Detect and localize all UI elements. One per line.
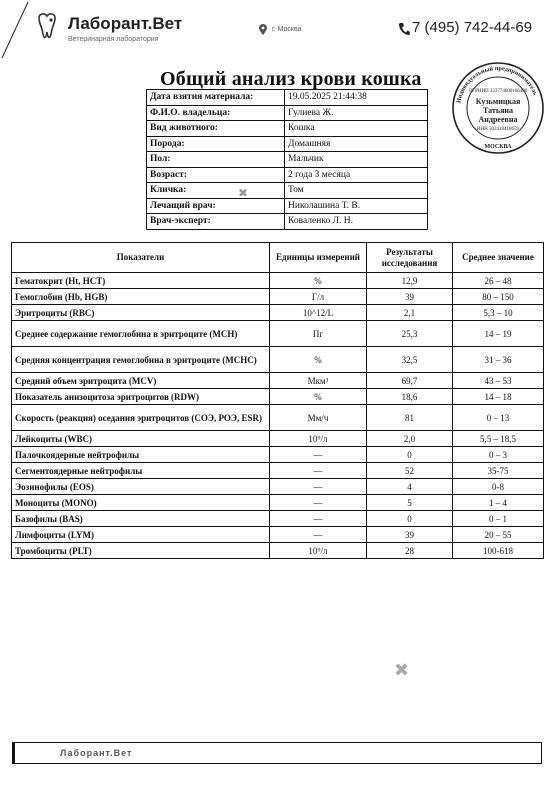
stamp-inn: ИНН 502418418659 [476,127,520,132]
parameter-name: Скорость (реакция) оседания эритроцитов (СОЭ, РОЭ, ESR) [12,405,270,431]
parameter-name: Лейкоциты (WBC) [12,431,270,447]
parameter-name: Показатель анизоцитоза эритроцитов (RDW) [12,389,270,405]
city-label: г. Москва [272,26,302,33]
info-label: Пол: [147,152,285,168]
parameter-unit: Мкм³ [270,373,367,389]
table-row [12,463,544,479]
parameter-reference: 35-75 [453,463,544,479]
table-row [12,389,544,405]
table-row [12,543,544,559]
table-row [12,373,544,389]
parameter-reference: 20 – 55 [453,527,544,543]
info-value: Мальчик [285,152,428,168]
parameter-unit: — [270,495,367,511]
parameter-result: 32,5 [367,347,453,373]
stamp-ring-text: Индивидуальный предприниматель [455,64,539,104]
blood-results-table [11,242,544,559]
info-row [147,121,428,137]
stamp-city: МОСКВА [484,144,512,150]
parameter-unit: 10^12/L [270,305,367,321]
brand-name: Лаборант.Вет [68,14,183,33]
parameter-reference: 80 – 150 [453,289,544,305]
parameter-result: 39 [367,289,453,305]
parameter-reference: 5,3 – 10 [453,305,544,321]
parameter-reference: 100-618 [453,543,544,559]
brand-subtitle: Ветеринарная лаборатория [68,36,159,43]
info-label: Врач-эксперт: [147,214,285,230]
parameter-unit: — [270,463,367,479]
parameter-reference: 43 – 53 [453,373,544,389]
parameter-name: Лимфоциты (LYM) [12,527,270,543]
parameter-unit: Мм/ч [270,405,367,431]
header-result: Результаты исследования [367,243,453,273]
parameter-unit: 10⁹/л [270,543,367,559]
table-row [12,431,544,447]
parameter-result: 12,9 [367,273,453,289]
page-header [0,0,553,62]
patient-info-table [146,89,428,230]
parameter-reference: 31 – 36 [453,347,544,373]
footer-logo: Лаборант.Вет [60,748,133,758]
parameter-name: Эозинофилы (EOS) [12,479,270,495]
parameter-name: Базофилы (BAS) [12,511,270,527]
parameter-unit: Г/л [270,289,367,305]
table-row [12,511,544,527]
info-label: Порода: [147,136,285,152]
table-row [12,305,544,321]
parameter-name: Тромбоциты (PLT) [12,543,270,559]
parameter-reference: 0 – 13 [453,405,544,431]
stamp-name-line2: Татьяна [482,106,514,115]
parameter-result: 2,1 [367,305,453,321]
phone-number[interactable]: 7 (495) 742-44-69 [412,19,533,36]
info-label: Вид животного: [147,121,285,137]
parameter-unit: % [270,389,367,405]
header-unit: Единицы измерений [270,243,367,273]
info-row [147,105,428,121]
parameter-result: 4 [367,479,453,495]
header-reference: Среднее значение [453,243,544,273]
table-row [12,527,544,543]
cross-mark-icon: ✖ [238,186,249,200]
info-row [147,152,428,168]
parameter-reference: 26 – 48 [453,273,544,289]
parameter-result: 0 [367,511,453,527]
info-row [147,90,428,106]
parameter-result: 2,0 [367,431,453,447]
parameter-unit: Пг [270,321,367,347]
info-row [147,136,428,152]
info-label: Дата взятия материала: [147,90,285,106]
parameter-unit: — [270,511,367,527]
parameter-name: Средняя концентрация гемоглобина в эритроците (MCHC) [12,347,270,373]
parameter-reference: 0 – 1 [453,511,544,527]
info-label: Лечащий врач: [147,198,285,214]
info-label: Возраст: [147,167,285,183]
parameter-name: Сегментоядерные нейтрофилы [12,463,270,479]
table-row [12,447,544,463]
parameter-result: 28 [367,543,453,559]
parameter-reference: 14 – 18 [453,389,544,405]
info-row [147,167,428,183]
parameter-name: Эритроциты (RBC) [12,305,270,321]
info-value: Гулиева Ж. [285,105,428,121]
stamp-name-line3: Андреевна [478,115,518,124]
parameter-reference: 5,5 – 18,5 [453,431,544,447]
table-row [12,273,544,289]
info-label: Кличка: [147,183,285,199]
info-value: Кошка [285,121,428,137]
parameter-name: Гематокрит (Ht, HCT) [12,273,270,289]
stamp-name-line1: Кузьмицкая [475,97,521,106]
parameter-reference: 0-8 [453,479,544,495]
parameter-unit: 10⁹/л [270,431,367,447]
page-title: Общий анализ крови кошка [160,68,422,90]
corner-line-decoration [0,0,30,60]
info-value: 19.05.2025 21:44:38 [285,90,428,106]
info-value: Николашина Т. В. [285,198,428,214]
table-row [12,495,544,511]
parameter-result: 25,3 [367,321,453,347]
info-row [147,198,428,214]
table-row [12,289,544,305]
parameter-unit: — [270,447,367,463]
parameter-result: 69,7 [367,373,453,389]
parameter-reference: 1 – 4 [453,495,544,511]
info-row [147,214,428,230]
parameter-unit: — [270,479,367,495]
parameter-name: Среднее содержание гемоглобина в эритроците (MCH) [12,321,270,347]
cross-mark-icon: ✖ [394,660,410,681]
info-value: 2 года 3 месяца [285,167,428,183]
parameter-name: Средний объем эритроцита (MCV) [12,373,270,389]
parameter-name: Моноциты (MONO) [12,495,270,511]
stamp-ogrnip: ОГРНИП 323774600166400 [468,89,528,94]
parameter-result: 18,6 [367,389,453,405]
results-header-row [12,243,544,273]
table-row [12,321,544,347]
location-pin-icon [258,24,268,36]
parameter-result: 5 [367,495,453,511]
tooth-logo-icon [36,12,58,42]
parameter-result: 39 [367,527,453,543]
parameter-result: 52 [367,463,453,479]
parameter-unit: % [270,273,367,289]
table-row [12,405,544,431]
parameter-unit: % [270,347,367,373]
phone-icon [398,22,410,36]
parameter-reference: 14 – 19 [453,321,544,347]
parameter-name: Гемоглобин (Hb, HGB) [12,289,270,305]
info-value: Том [285,183,428,199]
doctor-stamp [450,60,546,156]
parameter-result: 0 [367,447,453,463]
info-value: Коваленко Л. Н. [285,214,428,230]
table-row [12,479,544,495]
info-row [147,183,428,199]
info-value: Домашняя [285,136,428,152]
table-row [12,347,544,373]
parameter-name: Палочкоядерные нейтрофилы [12,447,270,463]
header-parameter: Показатели [12,243,270,273]
parameter-result: 81 [367,405,453,431]
parameter-reference: 0 – 3 [453,447,544,463]
info-label: Ф.И.О. владельца: [147,105,285,121]
parameter-unit: — [270,527,367,543]
